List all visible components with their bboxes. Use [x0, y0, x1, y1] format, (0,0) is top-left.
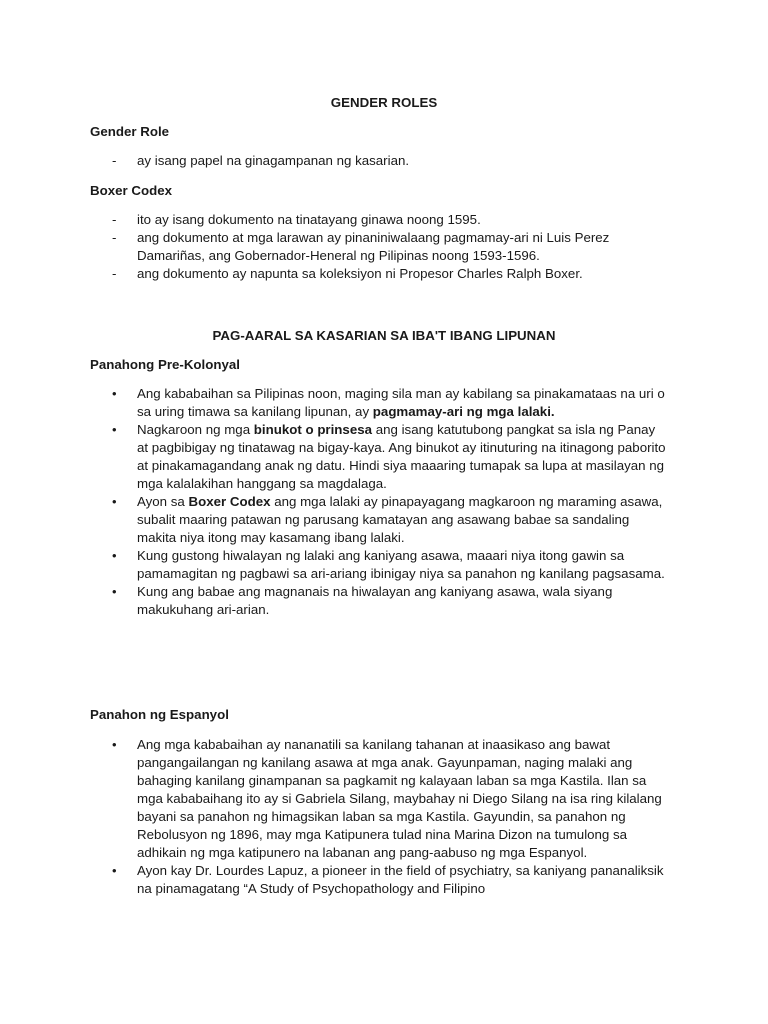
bullet-marker: •	[112, 737, 117, 752]
page-title: GENDER ROLES	[330, 95, 438, 110]
bullet-marker: •	[112, 863, 117, 878]
list-item: - ito ay isang dokumento na tinatayang ginawa noong 1595.	[112, 212, 481, 227]
gender-role-list	[0, 152, 768, 170]
list-item: - ay isang papel na ginagampanan ng kasarian.	[112, 153, 410, 168]
prekolonyal-list	[0, 385, 768, 619]
list-item: • Nagkaroon ng mga binukot o prinsesa ang isang katutubong pangkat sa isla ng Panay at pagbibigay ng tinatawag na bigay-kaya. Ang binukot ay itinuturing na itinagong paborito at pinakamagandang anak ng datu. Hindi siya maaaring tumapak sa lupa at masilayan ng mga kalalakihan hanggang sa magdalaga.	[112, 422, 666, 491]
list-item: - ang dokumento ay napunta sa koleksiyon ni Propesor Charles Ralph Boxer.	[112, 266, 583, 281]
section-title: PAG-AARAL SA KASARIAN SA IBA'T IBANG LIPUNAN	[212, 328, 556, 343]
bullet-marker: •	[112, 422, 117, 437]
dash-marker: -	[112, 212, 117, 227]
espanyol-list	[0, 736, 768, 898]
bullet-marker: •	[112, 584, 117, 599]
dash-marker: -	[112, 153, 117, 168]
bullet-marker: •	[112, 494, 117, 509]
list-item: • Ayon kay Dr. Lourdes Lapuz, a pioneer in the field of psychiatry, sa kaniyang pananaliksik na pinamagatang “A Study of Psychopathology and Filipino	[112, 863, 664, 896]
prekolonyal-heading: Panahong Pre-Kolonyal	[90, 357, 240, 372]
list-item: • Ang kababaihan sa Pilipinas noon, maging sila man ay kabilang sa pinakamataas na uri o sa uring timawa sa kanilang lipunan, ay pagmamay-ari ng mga lalaki.	[112, 386, 665, 419]
boxer-codex-heading: Boxer Codex	[90, 183, 173, 198]
list-item: • Ayon sa Boxer Codex ang mga lalaki ay pinapayagang magkaroon ng maraming asawa, subalit maaring patawan ng parusang kamatayan ang asawang babae sa sandaling makita niya itong may kasamang ibang lalaki.	[112, 494, 663, 545]
bullet-marker: •	[112, 386, 117, 401]
dash-marker: -	[112, 230, 117, 245]
list-item: - ang dokumento at mga larawan ay pinaniniwalaang pagmamay-ari ni Luis Perez Damariñas, ang Gobernador-Heneral ng Pilipinas noong 1593-1596.	[112, 230, 610, 263]
gender-role-heading: Gender Role	[90, 124, 170, 139]
dash-marker: -	[112, 266, 117, 281]
bullet-marker: •	[112, 548, 117, 563]
boxer-codex-list	[0, 211, 768, 283]
list-item: • Kung gustong hiwalayan ng lalaki ang kaniyang asawa, maaari niya itong gawin sa pamamagitan ng pagbawi sa ari-ariang ibinigay niya sa panahon ng kanilang pagsasama.	[112, 548, 665, 581]
espanyol-heading: Panahon ng Espanyol	[90, 707, 229, 722]
list-item: • Kung ang babae ang magnanais na hiwalayan ang kaniyang asawa, wala siyang makukuhang ari-arian.	[112, 584, 613, 617]
list-item: • Ang mga kababaihan ay nananatili sa kanilang tahanan at inaasikaso ang bawat pangangailangan ng kanilang asawa at mga anak. Gayunpaman, naging malaki ang bahaging kanilang ginampanan sa pagkamit ng kalayaan laban sa mga Kastila. Ilan sa mga kababaihang ito ay si Gabriela Silang, maybahay ni Diego Silang na isa ring kilalang bayani sa panahon ng himagsikan laban sa mga Kastila. Gayundin, sa panahon ng Rebolusyon ng 1896, may mga Katipunera tulad nina Marina Dizon na tumulong sa adhikain ng mga katipunero na labanan ang pang-aabuso ng mga Espanyol.	[112, 737, 662, 860]
